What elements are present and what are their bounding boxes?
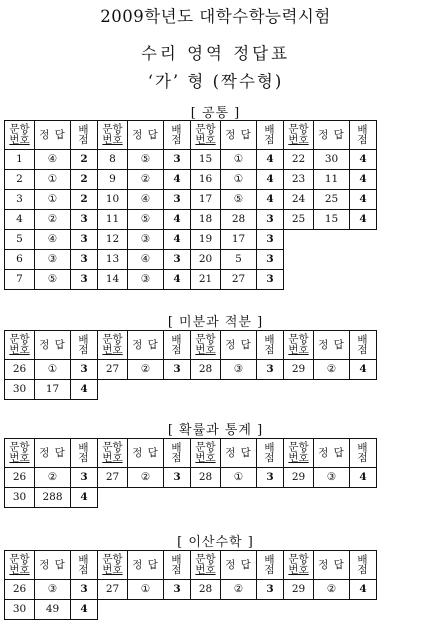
empty-cell — [284, 600, 314, 620]
answer-value: ① — [221, 170, 257, 190]
section-title: [ 이산수학 ] — [177, 535, 254, 550]
answer-value: 5 — [221, 250, 257, 270]
header-score: 배 점 — [164, 439, 191, 468]
header-question-number — [98, 551, 128, 580]
empty-cell — [314, 270, 350, 290]
header-answer: 정 답 — [221, 439, 257, 468]
empty-cell — [350, 488, 377, 508]
score-value: 3 — [71, 360, 98, 380]
question-number: 30 — [5, 488, 35, 508]
header-question-number — [191, 121, 221, 150]
answer-value: ⑤ — [221, 190, 257, 210]
score-value: 3 — [257, 230, 284, 250]
question-number: 3 — [5, 190, 35, 210]
table-row — [5, 380, 377, 400]
header-score: 배 점 — [350, 121, 377, 150]
score-value: 2 — [71, 170, 98, 190]
score-value: 4 — [257, 170, 284, 190]
question-number: 5 — [5, 230, 35, 250]
empty-cell — [98, 600, 128, 620]
empty-cell — [350, 230, 377, 250]
answer-value: 17 — [221, 230, 257, 250]
header-answer: 정 답 — [35, 121, 71, 150]
question-number: 26 — [5, 580, 35, 600]
header-label: 문항 — [9, 333, 30, 345]
header-score: 배 점 — [350, 439, 377, 468]
header-answer: 정 답 — [314, 331, 350, 360]
header-score: 배 점 — [164, 121, 191, 150]
score-value: 3 — [164, 580, 191, 600]
answer-table — [4, 438, 377, 508]
question-number: 7 — [5, 270, 35, 290]
question-number: 15 — [191, 150, 221, 170]
section-title: [ 확률과 통계 ] — [167, 423, 264, 438]
header-question-number — [284, 331, 314, 360]
table-row — [5, 190, 377, 210]
score-value: 4 — [350, 580, 377, 600]
empty-cell — [221, 380, 257, 400]
header-label: 문항 — [195, 441, 216, 453]
header-score: 배 점 — [71, 439, 98, 468]
question-number: 19 — [191, 230, 221, 250]
score-value: 4 — [350, 360, 377, 380]
answer-value: ① — [128, 580, 164, 600]
header-question-number — [5, 551, 35, 580]
header-question-number — [191, 551, 221, 580]
document-subtitle: 수리 영역 정답표 — [140, 44, 291, 63]
answer-value: ① — [221, 468, 257, 488]
header-label: 문항 — [288, 441, 309, 453]
answer-value: 25 — [314, 190, 350, 210]
score-value: 3 — [71, 468, 98, 488]
header-question-number — [284, 439, 314, 468]
score-value: 3 — [164, 468, 191, 488]
score-value: 4 — [350, 468, 377, 488]
empty-cell — [257, 600, 284, 620]
question-number: 4 — [5, 210, 35, 230]
header-score: 배 점 — [164, 551, 191, 580]
question-number: 17 — [191, 190, 221, 210]
header-question-number — [284, 551, 314, 580]
answer-value: 15 — [314, 210, 350, 230]
empty-cell — [221, 600, 257, 620]
question-number: 28 — [191, 580, 221, 600]
question-number: 27 — [98, 580, 128, 600]
answer-value: 17 — [35, 380, 71, 400]
answer-value: ③ — [314, 468, 350, 488]
answer-value: 11 — [314, 170, 350, 190]
header-question-number — [191, 331, 221, 360]
table-header-row — [5, 551, 377, 580]
score-value: 3 — [164, 360, 191, 380]
score-value: 3 — [164, 190, 191, 210]
answer-value: ② — [35, 210, 71, 230]
answer-value: ③ — [128, 270, 164, 290]
answer-value: ④ — [128, 190, 164, 210]
header-label: 번호 — [288, 564, 309, 576]
question-number: 29 — [284, 468, 314, 488]
score-value: 4 — [71, 488, 98, 508]
empty-cell — [257, 488, 284, 508]
table-header-row — [5, 121, 377, 150]
table-row — [5, 488, 377, 508]
score-value: 3 — [257, 360, 284, 380]
header-answer: 정 답 — [128, 331, 164, 360]
header-label: 문항 — [102, 553, 123, 565]
header-answer: 정 답 — [314, 551, 350, 580]
header-label: 번호 — [9, 564, 30, 576]
table-row — [5, 468, 377, 488]
score-value: 4 — [350, 190, 377, 210]
empty-cell — [314, 488, 350, 508]
table-row — [5, 250, 377, 270]
empty-cell — [128, 600, 164, 620]
header-label: 번호 — [9, 134, 30, 146]
answer-value: ② — [314, 360, 350, 380]
answer-value: ② — [128, 170, 164, 190]
header-score: 배 점 — [257, 439, 284, 468]
score-value: 3 — [257, 580, 284, 600]
question-number: 16 — [191, 170, 221, 190]
header-label: 문항 — [9, 123, 30, 135]
empty-cell — [314, 250, 350, 270]
question-number: 23 — [284, 170, 314, 190]
question-number: 12 — [98, 230, 128, 250]
empty-cell — [350, 600, 377, 620]
header-score: 배 점 — [71, 331, 98, 360]
answer-value: ① — [35, 170, 71, 190]
question-number: 27 — [98, 360, 128, 380]
empty-cell — [98, 488, 128, 508]
header-score: 배 점 — [257, 331, 284, 360]
score-value: 4 — [257, 150, 284, 170]
empty-cell — [221, 488, 257, 508]
answer-value: ④ — [35, 150, 71, 170]
empty-cell — [284, 230, 314, 250]
document-title: 2009학년도 대학수학능력시험 — [100, 7, 331, 26]
score-value: 4 — [164, 170, 191, 190]
question-number: 10 — [98, 190, 128, 210]
score-value: 3 — [71, 210, 98, 230]
question-number: 29 — [284, 360, 314, 380]
answer-value: ③ — [221, 360, 257, 380]
score-value: 2 — [71, 150, 98, 170]
empty-cell — [284, 250, 314, 270]
header-label: 문항 — [288, 123, 309, 135]
empty-cell — [191, 380, 221, 400]
table-row — [5, 170, 377, 190]
header-question-number — [284, 121, 314, 150]
question-number: 20 — [191, 250, 221, 270]
answer-value: ④ — [35, 230, 71, 250]
header-label: 번호 — [102, 344, 123, 356]
answer-value: ② — [128, 468, 164, 488]
header-answer: 정 답 — [128, 121, 164, 150]
header-label: 번호 — [195, 344, 216, 356]
header-answer: 정 답 — [35, 551, 71, 580]
answer-value: 28 — [221, 210, 257, 230]
header-answer: 정 답 — [314, 121, 350, 150]
header-label: 문항 — [195, 333, 216, 345]
header-answer: 정 답 — [221, 331, 257, 360]
header-answer: 정 답 — [35, 439, 71, 468]
score-value: 4 — [350, 170, 377, 190]
answer-value: 49 — [35, 600, 71, 620]
section-title: [ 공통 ] — [190, 106, 241, 121]
answer-value: ② — [128, 360, 164, 380]
score-value: 3 — [257, 270, 284, 290]
answer-table — [4, 550, 377, 620]
empty-cell — [284, 270, 314, 290]
question-number: 9 — [98, 170, 128, 190]
question-number: 26 — [5, 468, 35, 488]
header-label: 번호 — [9, 344, 30, 356]
empty-cell — [164, 380, 191, 400]
answer-value: ⑤ — [128, 210, 164, 230]
section-title: [ 미분과 적분 ] — [167, 315, 264, 330]
table-row — [5, 150, 377, 170]
empty-cell — [257, 380, 284, 400]
score-value: 4 — [257, 190, 284, 210]
question-number: 28 — [191, 360, 221, 380]
table-row — [5, 580, 377, 600]
header-answer: 정 답 — [35, 331, 71, 360]
answer-value: ③ — [35, 250, 71, 270]
header-answer: 정 답 — [128, 551, 164, 580]
header-score: 배 점 — [350, 551, 377, 580]
document-type: ‘가’ 형 (짝수형) — [147, 72, 284, 91]
empty-cell — [191, 600, 221, 620]
header-label: 문항 — [195, 123, 216, 135]
header-label: 번호 — [195, 564, 216, 576]
score-value: 3 — [257, 468, 284, 488]
question-number: 30 — [5, 600, 35, 620]
score-value: 4 — [350, 150, 377, 170]
empty-cell — [314, 600, 350, 620]
header-label: 번호 — [195, 452, 216, 464]
score-value: 3 — [71, 250, 98, 270]
header-score: 배 점 — [71, 121, 98, 150]
header-label: 번호 — [102, 452, 123, 464]
header-answer: 정 답 — [221, 121, 257, 150]
question-number: 26 — [5, 360, 35, 380]
header-answer: 정 답 — [128, 439, 164, 468]
header-answer: 정 답 — [314, 439, 350, 468]
header-label: 문항 — [102, 123, 123, 135]
answer-value: ① — [35, 190, 71, 210]
score-value: 4 — [350, 210, 377, 230]
question-number: 25 — [284, 210, 314, 230]
empty-cell — [350, 270, 377, 290]
header-answer: 정 답 — [221, 551, 257, 580]
header-score: 배 점 — [257, 551, 284, 580]
table-row — [5, 270, 377, 290]
empty-cell — [164, 488, 191, 508]
header-score: 배 점 — [71, 551, 98, 580]
header-label: 문항 — [9, 553, 30, 565]
answer-value: ② — [35, 468, 71, 488]
score-value: 3 — [164, 150, 191, 170]
header-score: 배 점 — [257, 121, 284, 150]
question-number: 14 — [98, 270, 128, 290]
question-number: 22 — [284, 150, 314, 170]
answer-value: ② — [221, 580, 257, 600]
answer-value: ④ — [128, 250, 164, 270]
empty-cell — [284, 488, 314, 508]
header-label: 문항 — [288, 333, 309, 345]
answer-value: ③ — [35, 580, 71, 600]
question-number: 8 — [98, 150, 128, 170]
answer-table — [4, 120, 377, 290]
header-label: 번호 — [102, 134, 123, 146]
empty-cell — [350, 380, 377, 400]
header-label: 번호 — [288, 134, 309, 146]
answer-value: ⑤ — [128, 150, 164, 170]
empty-cell — [284, 380, 314, 400]
score-value: 4 — [164, 210, 191, 230]
empty-cell — [314, 380, 350, 400]
question-number: 27 — [98, 468, 128, 488]
header-question-number — [98, 331, 128, 360]
answer-value: 27 — [221, 270, 257, 290]
header-question-number — [5, 439, 35, 468]
score-value: 2 — [71, 190, 98, 210]
header-label: 문항 — [288, 553, 309, 565]
table-row — [5, 210, 377, 230]
answer-value: ① — [221, 150, 257, 170]
header-label: 번호 — [9, 452, 30, 464]
header-question-number — [191, 439, 221, 468]
question-number: 30 — [5, 380, 35, 400]
question-number: 21 — [191, 270, 221, 290]
header-label: 번호 — [195, 134, 216, 146]
header-label: 번호 — [102, 564, 123, 576]
question-number: 6 — [5, 250, 35, 270]
header-question-number — [98, 439, 128, 468]
header-label: 번호 — [288, 452, 309, 464]
score-value: 3 — [71, 580, 98, 600]
question-number: 28 — [191, 468, 221, 488]
answer-value: 288 — [35, 488, 71, 508]
table-header-row — [5, 439, 377, 468]
empty-cell — [98, 380, 128, 400]
answer-value: ① — [35, 360, 71, 380]
question-number: 2 — [5, 170, 35, 190]
score-value: 4 — [71, 600, 98, 620]
score-value: 4 — [164, 230, 191, 250]
question-number: 13 — [98, 250, 128, 270]
header-label: 문항 — [9, 441, 30, 453]
table-row — [5, 230, 377, 250]
header-label: 문항 — [195, 553, 216, 565]
question-number: 24 — [284, 190, 314, 210]
empty-cell — [314, 230, 350, 250]
header-label: 문항 — [102, 333, 123, 345]
answer-value: ⑤ — [35, 270, 71, 290]
question-number: 18 — [191, 210, 221, 230]
answer-value: ② — [314, 580, 350, 600]
score-value: 3 — [257, 210, 284, 230]
table-row — [5, 360, 377, 380]
table-row — [5, 600, 377, 620]
header-label: 문항 — [102, 441, 123, 453]
score-value: 4 — [71, 380, 98, 400]
empty-cell — [191, 488, 221, 508]
header-question-number — [98, 121, 128, 150]
score-value: 3 — [71, 270, 98, 290]
answer-value: ③ — [128, 230, 164, 250]
empty-cell — [128, 380, 164, 400]
answer-value: 30 — [314, 150, 350, 170]
header-question-number — [5, 121, 35, 150]
score-value: 4 — [164, 270, 191, 290]
empty-cell — [128, 488, 164, 508]
score-value: 3 — [71, 230, 98, 250]
empty-cell — [164, 600, 191, 620]
header-score: 배 점 — [350, 331, 377, 360]
table-header-row — [5, 331, 377, 360]
header-score: 배 점 — [164, 331, 191, 360]
header-question-number — [5, 331, 35, 360]
question-number: 1 — [5, 150, 35, 170]
question-number: 11 — [98, 210, 128, 230]
score-value: 3 — [164, 250, 191, 270]
question-number: 29 — [284, 580, 314, 600]
answer-table — [4, 330, 377, 400]
score-value: 3 — [257, 250, 284, 270]
empty-cell — [350, 250, 377, 270]
header-label: 번호 — [288, 344, 309, 356]
